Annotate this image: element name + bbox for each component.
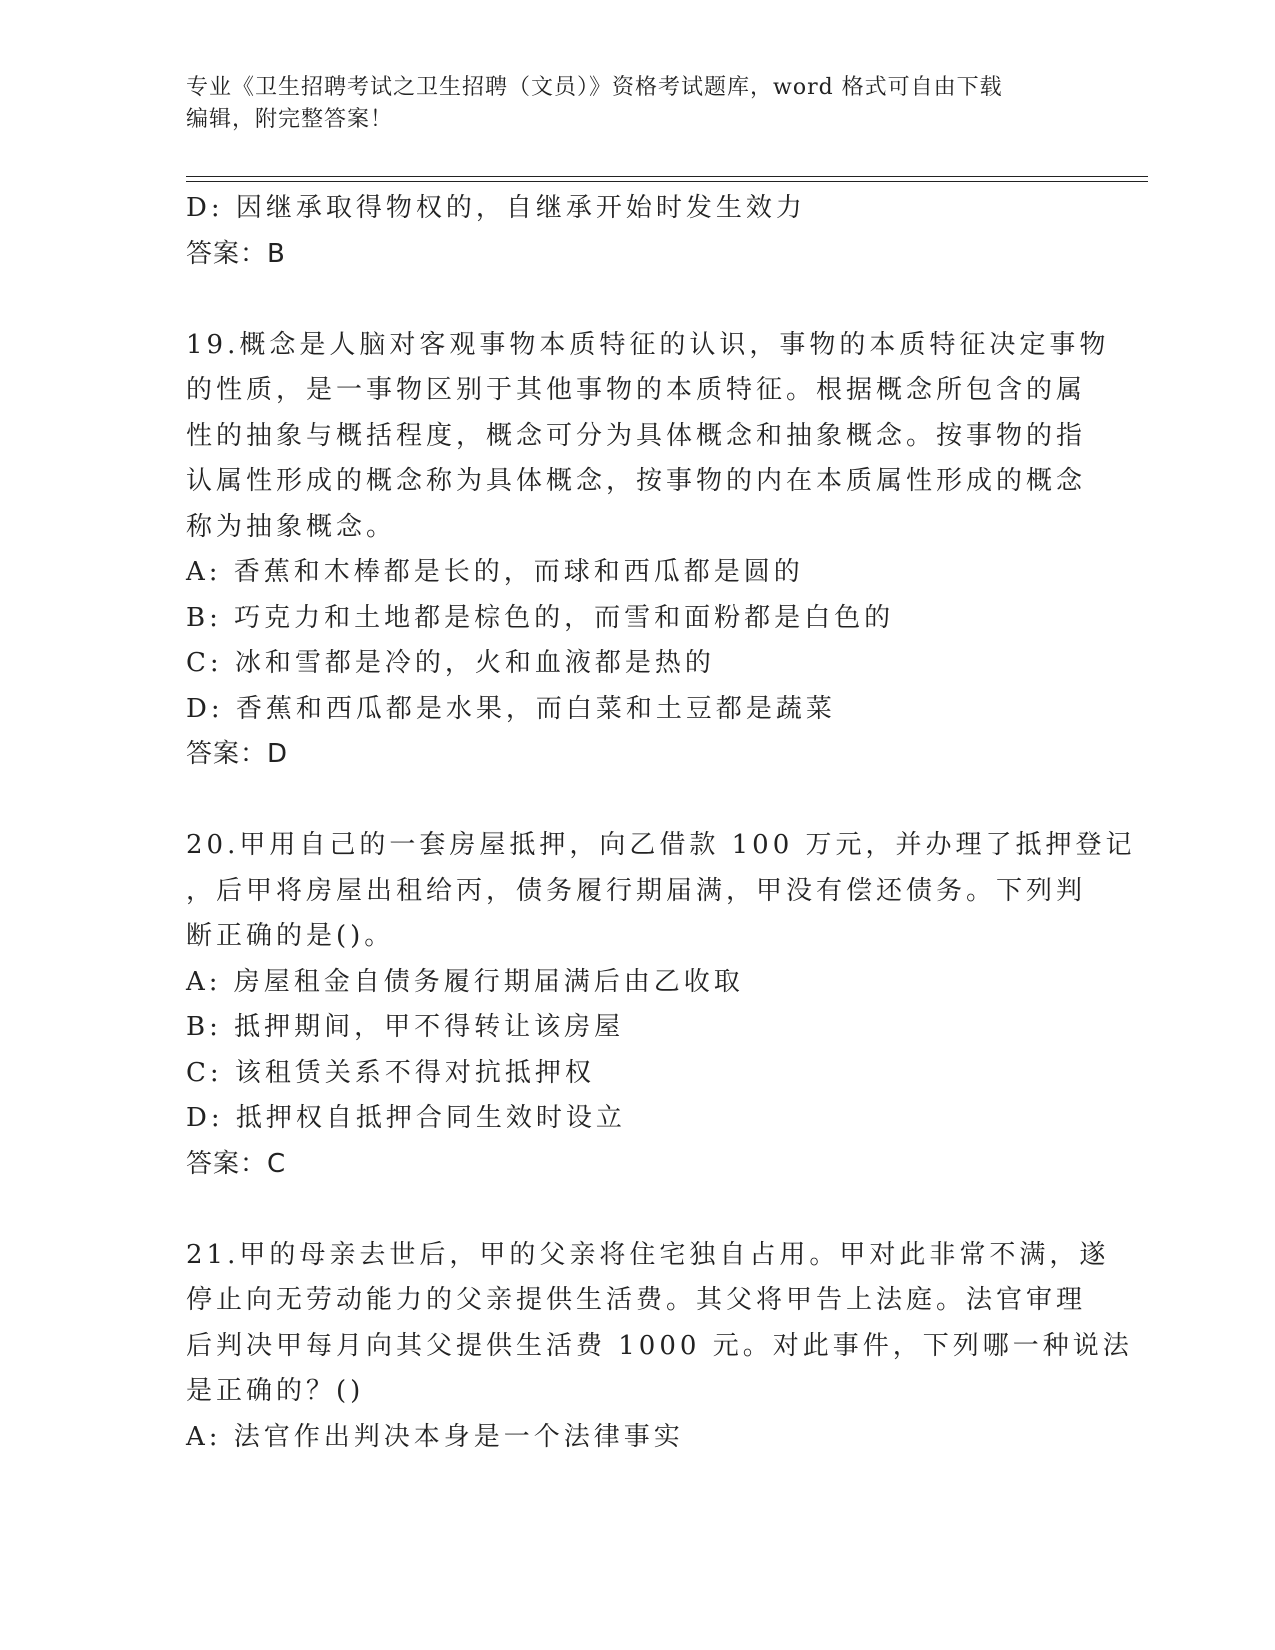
question-19-line: 称为抽象概念。: [186, 511, 397, 542]
question-21-option-a: A: 法官作出判决本身是一个法律事实: [186, 1421, 684, 1452]
question-20-option-d: D: 抵押权自抵押合同生效时设立: [186, 1103, 626, 1133]
question-20-answer: 答案：C: [186, 1148, 287, 1179]
question-19-option-b: B: 巧克力和土地都是棕色的，而雪和面粉都是白色的: [186, 602, 895, 633]
question-19-option-d: D: 香蕉和西瓜都是水果，而白菜和土豆都是蔬菜: [186, 693, 836, 724]
question-21-line: 21.甲的母亲去世后，甲的父亲将住宅独自占用。甲对此非常不满，遂: [186, 1239, 1110, 1270]
question-20-option-c: C: 该租赁关系不得对抗抵押权: [186, 1057, 595, 1088]
prev-answer: 答案：B: [186, 238, 286, 269]
header-divider-top: [186, 176, 1148, 177]
question-21-line: 后判决甲每月向其父提供生活费 1000 元。对此事件，下列哪一种说法: [186, 1330, 1133, 1361]
question-20-option-a: A: 房屋租金自债务履行期届满后由乙收取: [186, 966, 744, 997]
document-header: [186, 72, 1086, 136]
question-21-line: 是正确的？(): [186, 1376, 365, 1406]
question-19-line: 19.概念是人脑对客观事物本质特征的认识，事物的本质特征决定事物: [186, 329, 1110, 360]
question-19-option-a: A: 香蕉和木棒都是长的，而球和西瓜都是圆的: [186, 557, 804, 587]
question-20-line: ，后甲将房屋出租给丙，债务履行期届满，甲没有偿还债务。下列判: [186, 875, 1087, 906]
spacer: [186, 778, 1086, 824]
question-21-line: 停止向无劳动能力的父亲提供生活费。其父将甲告上法庭。法官审理: [186, 1285, 1087, 1315]
question-19-answer: 答案：D: [186, 739, 289, 769]
question-19-line: 性的抽象与概括程度，概念可分为具体概念和抽象概念。按事物的指: [186, 420, 1087, 451]
question-19-line: 认属性形成的概念称为具体概念，按事物的内在本质属性形成的概念: [186, 466, 1087, 496]
question-20-line: 20.甲用自己的一套房屋抵押，向乙借款 100 万元，并办理了抵押登记: [186, 830, 1136, 860]
question-19: [186, 323, 1110, 778]
spacer: [186, 1187, 1086, 1233]
header-line-1: 专业《卫生招聘考试之卫生招聘（文员）》资格考试题库，word 格式可自由下载: [186, 75, 1003, 100]
question-20-option-b: B: 抵押期间，甲不得转让该房屋: [186, 1012, 625, 1042]
question-19-line: 的性质，是一事物区别于其他事物的本质特征。根据概念所包含的属: [186, 375, 1087, 405]
header-divider-bottom: [186, 181, 1148, 182]
question-20-line: 断正确的是()。: [186, 921, 395, 951]
question-20: [186, 823, 1136, 1187]
spacer: [186, 277, 1086, 323]
question-19-option-c: C: 冰和雪都是冷的，火和血液都是热的: [186, 648, 715, 678]
header-line-2: 编辑，附完整答案！: [186, 107, 394, 132]
question-content: [186, 186, 1136, 1460]
question-21: [186, 1233, 1133, 1461]
prev-option-d: D: 因继承取得物权的，自继承开始时发生效力: [186, 193, 806, 223]
